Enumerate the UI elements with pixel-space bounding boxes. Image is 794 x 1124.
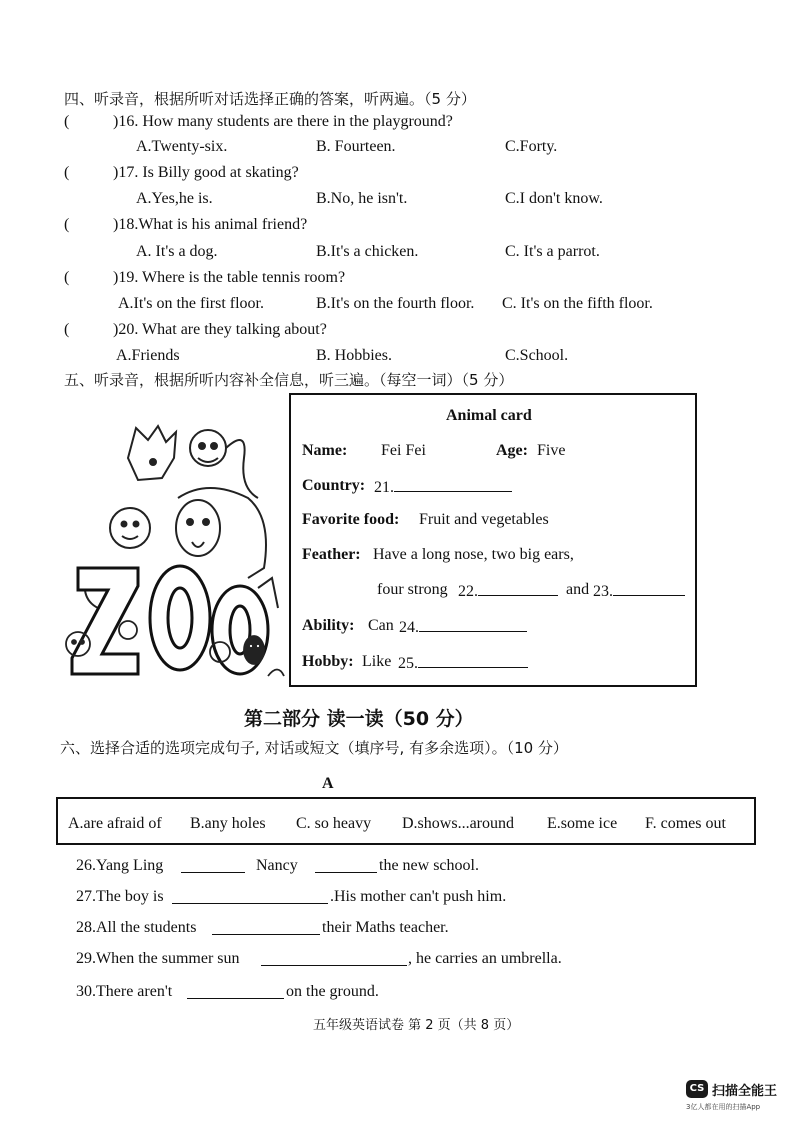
blank-22[interactable] bbox=[458, 581, 558, 601]
sentence-text: 29.When the summer sun bbox=[76, 950, 240, 967]
option-c: C. so heavy bbox=[296, 815, 372, 832]
option-e: E.some ice bbox=[547, 815, 618, 832]
feather-label: Feather: bbox=[302, 546, 361, 563]
section5-heading: 五、听录音，根据所听内容补全信息，听三遍。（每空一词）（5 分） bbox=[64, 371, 514, 389]
name-value: Fei Fei bbox=[381, 442, 426, 459]
question-text: )19. Where is the table tennis room? bbox=[113, 269, 346, 286]
watermark-title: 扫描全能王 bbox=[712, 1084, 778, 1099]
camscanner-logo-icon: CS bbox=[686, 1080, 708, 1098]
answer-blank[interactable] bbox=[212, 920, 320, 935]
zoo-illustration bbox=[58, 418, 286, 686]
page-footer: 五年级英语试卷 第 2 页（共 8 页） bbox=[313, 1018, 520, 1033]
option-b: B.It's a chicken. bbox=[316, 243, 419, 260]
hobby-label: Hobby: bbox=[302, 653, 354, 670]
option-a: A.It's on the first floor. bbox=[118, 295, 264, 312]
question-text: )17. Is Billy good at skating? bbox=[113, 164, 299, 181]
option-c: C.School. bbox=[505, 347, 569, 364]
sentence-text: 26.Yang Ling bbox=[76, 857, 164, 874]
answer-blank[interactable] bbox=[181, 858, 245, 873]
option-c: C. It's on the fifth floor. bbox=[502, 295, 653, 312]
age-value: Five bbox=[537, 442, 566, 459]
section4-heading: 四、听录音，根据所听对话选择正确的答案，听两遍。（5 分） bbox=[64, 90, 476, 108]
section6-heading: 六、选择合适的选项完成句子, 对话或短文（填序号, 有多余选项）。（10 分） bbox=[60, 739, 568, 757]
food-value: Fruit and vegetables bbox=[419, 511, 549, 528]
animal-card bbox=[289, 393, 697, 687]
feather-line2: four strong bbox=[377, 581, 448, 598]
sentence-text: the new school. bbox=[379, 857, 479, 874]
option-f: F. comes out bbox=[645, 815, 726, 832]
option-c: C.I don't know. bbox=[505, 190, 603, 207]
blank-21-number: 21. bbox=[374, 479, 394, 496]
answer-paren: ( bbox=[64, 164, 70, 181]
blank-line bbox=[419, 617, 527, 632]
answer-blank[interactable] bbox=[187, 984, 284, 999]
sentence-text: 28.All the students bbox=[76, 919, 197, 936]
blank-25[interactable] bbox=[398, 653, 528, 673]
blank-line bbox=[418, 653, 528, 668]
blank-24-number: 24. bbox=[399, 619, 419, 636]
option-c: C.Forty. bbox=[505, 138, 558, 155]
question-text: )18.What is his animal friend? bbox=[113, 216, 308, 233]
blank-23-number: 23. bbox=[593, 583, 613, 600]
option-a: A.Yes,he is. bbox=[136, 190, 213, 207]
blank-24[interactable] bbox=[399, 617, 527, 637]
section6-sub-label: A bbox=[322, 775, 334, 792]
part2-title: 第二部分 读一读（50 分） bbox=[244, 708, 474, 730]
sentence-text: 27.The boy is bbox=[76, 888, 164, 905]
food-label: Favorite food: bbox=[302, 511, 400, 528]
country-label: Country: bbox=[302, 477, 366, 494]
option-a: A.Friends bbox=[116, 347, 180, 364]
sentence-text: Nancy bbox=[256, 857, 298, 874]
blank-25-number: 25. bbox=[398, 655, 418, 672]
answer-blank[interactable] bbox=[172, 889, 328, 904]
option-b: B. Fourteen. bbox=[316, 138, 396, 155]
answer-paren: ( bbox=[64, 216, 70, 233]
and-text: and bbox=[566, 581, 590, 598]
hobby-value: Like bbox=[362, 653, 392, 670]
blank-line bbox=[478, 581, 558, 596]
ability-value: Can bbox=[368, 617, 394, 634]
sentence-text: 30.There aren't bbox=[76, 983, 173, 1000]
answer-paren: ( bbox=[64, 113, 70, 130]
age-label: Age: bbox=[496, 442, 528, 459]
blank-23[interactable] bbox=[593, 581, 685, 601]
ability-label: Ability: bbox=[302, 617, 355, 634]
answer-paren: ( bbox=[64, 269, 70, 286]
option-b: B.any holes bbox=[190, 815, 266, 832]
sentence-text: .His mother can't push him. bbox=[330, 888, 507, 905]
sentence-text: , he carries an umbrella. bbox=[408, 950, 562, 967]
name-label: Name: bbox=[302, 442, 348, 459]
blank-22-number: 22. bbox=[458, 583, 478, 600]
option-c: C. It's a parrot. bbox=[505, 243, 600, 260]
card-title: Animal card bbox=[446, 407, 532, 424]
answer-paren: ( bbox=[64, 321, 70, 338]
option-b: B. Hobbies. bbox=[316, 347, 392, 364]
option-a: A.are afraid of bbox=[68, 815, 162, 832]
blank-line bbox=[613, 581, 685, 596]
option-box bbox=[56, 797, 756, 845]
blank-line bbox=[394, 477, 512, 492]
option-d: D.shows...around bbox=[402, 815, 514, 832]
sentence-text: on the ground. bbox=[286, 983, 379, 1000]
sentence-text: their Maths teacher. bbox=[322, 919, 449, 936]
watermark-subtitle: 3亿人都在用的扫描App bbox=[686, 1103, 761, 1111]
question-text: )20. What are they talking about? bbox=[113, 321, 327, 338]
option-b: B.It's on the fourth floor. bbox=[316, 295, 475, 312]
feather-value: Have a long nose, two big ears, bbox=[373, 546, 574, 563]
option-b: B.No, he isn't. bbox=[316, 190, 408, 207]
option-a: A. It's a dog. bbox=[136, 243, 218, 260]
blank-21[interactable] bbox=[374, 477, 512, 497]
answer-blank[interactable] bbox=[261, 951, 407, 966]
answer-blank[interactable] bbox=[315, 858, 377, 873]
question-text: )16. How many students are there in the playground? bbox=[113, 113, 453, 130]
option-a: A.Twenty-six. bbox=[136, 138, 228, 155]
